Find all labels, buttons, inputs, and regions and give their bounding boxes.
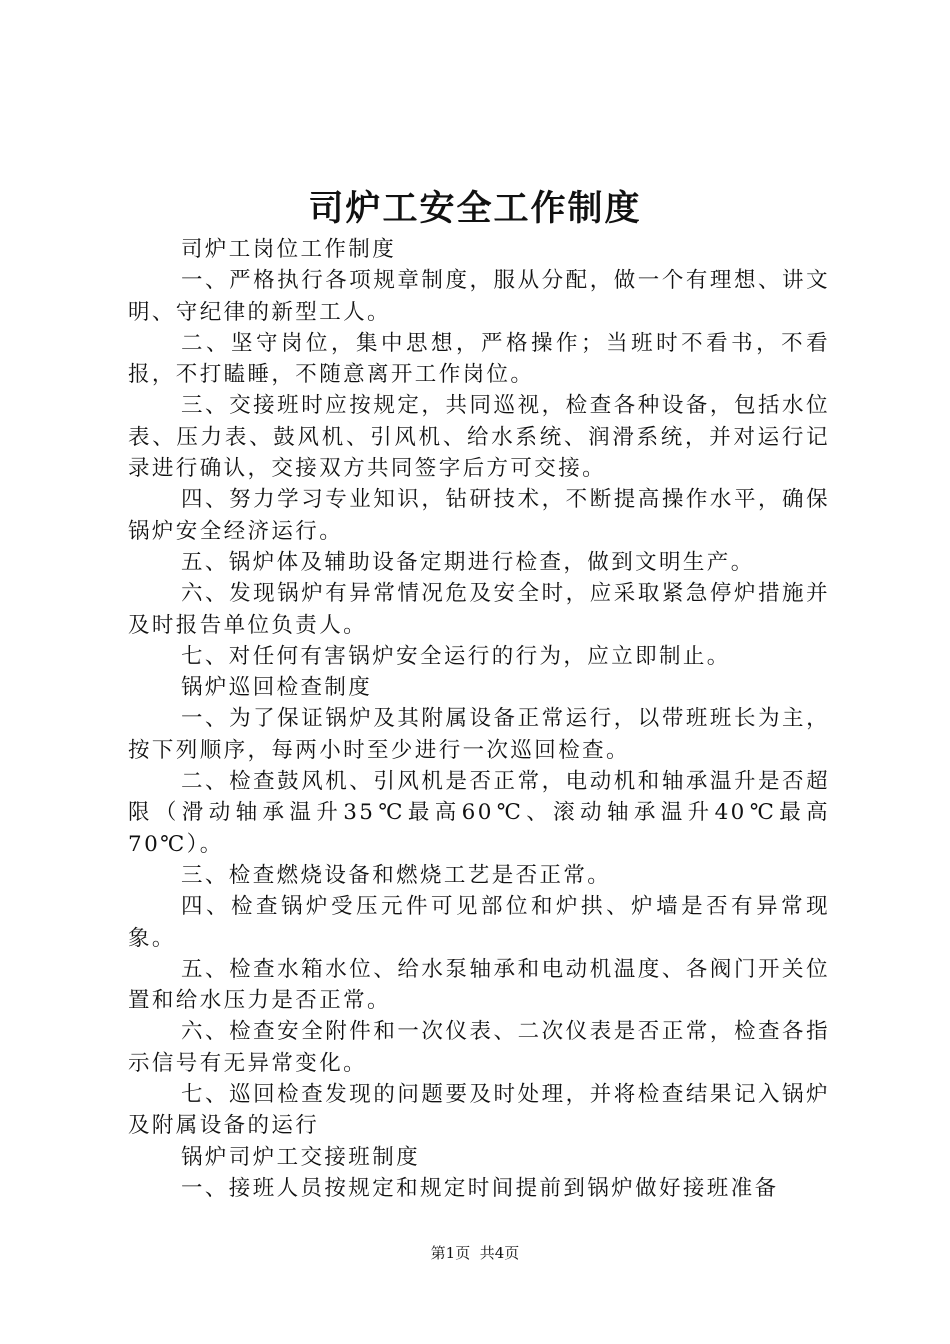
footer-spacer: [470, 1244, 480, 1262]
page-footer: [0, 1243, 950, 1263]
paragraph: 四、努力学习专业知识，钻研技术，不断提高操作水平，确保锅炉安全经济运行。: [128, 487, 830, 544]
section-heading: 锅炉巡回检查制度: [181, 675, 373, 701]
paragraph: 四、检查锅炉受压元件可见部位和炉拱、炉墙是否有异常现象。: [128, 894, 830, 951]
paragraph: 五、锅炉体及辅助设备定期进行检查，做到文明生产。: [181, 549, 755, 575]
paragraph: 三、检查燃烧设备和燃烧工艺是否正常。: [181, 862, 612, 888]
paragraph: 一、严格执行各项规章制度，服从分配，做一个有理想、讲文明、守纪律的新型工人。: [128, 268, 830, 325]
paragraph: 七、巡回检查发现的问题要及时处理，并将检查结果记入锅炉及附属设备的运行: [128, 1082, 830, 1139]
section-heading: 司炉工岗位工作制度: [181, 237, 397, 262]
paragraph: 一、接班人员按规定和规定时间提前到锅炉做好接班准备: [181, 1175, 779, 1201]
page-number: 第1页: [430, 1244, 471, 1262]
paragraph: 一、为了保证锅炉及其附属设备正常运行，以带班班长为主，按下列顺序，每两小时至少进行一次巡回检查。: [128, 706, 830, 763]
paragraph: 五、检查水箱水位、给水泵轴承和电动机温度、各阀门开关位置和给水压力是否正常。: [128, 956, 830, 1014]
document-title: 司炉工安全工作制度: [308, 188, 642, 229]
section-heading: 锅炉司炉工交接班制度: [181, 1144, 421, 1170]
paragraph: 七、对任何有害锅炉安全运行的行为，应立即制止。: [181, 643, 731, 669]
paragraph: 二、检查鼓风机、引风机是否正常，电动机和轴承温升是否超限（滑动轴承温升35℃最高60℃、滚动轴承温升40℃最高70℃）。: [128, 769, 830, 857]
paragraph: 三、交接班时应按规定，共同巡视，检查各种设备，包括水位表、压力表、鼓风机、引风机、给水系统、润滑系统，并对运行记录进行确认，交接双方共同签字后方可交接。: [128, 393, 830, 482]
paragraph: 六、发现锅炉有异常情况危及安全时，应采取紧急停炉措施并及时报告单位负责人。: [128, 581, 830, 638]
document-body: [128, 234, 830, 1204]
page-total: 共4页: [479, 1244, 520, 1262]
paragraph: 二、坚守岗位，集中思想，严格操作；当班时不看书，不看报，不打瞌睡，不随意离开工作岗位。: [128, 330, 830, 388]
paragraph: 六、检查安全附件和一次仪表、二次仪表是否正常，检查各指示信号有无异常变化。: [128, 1019, 830, 1076]
